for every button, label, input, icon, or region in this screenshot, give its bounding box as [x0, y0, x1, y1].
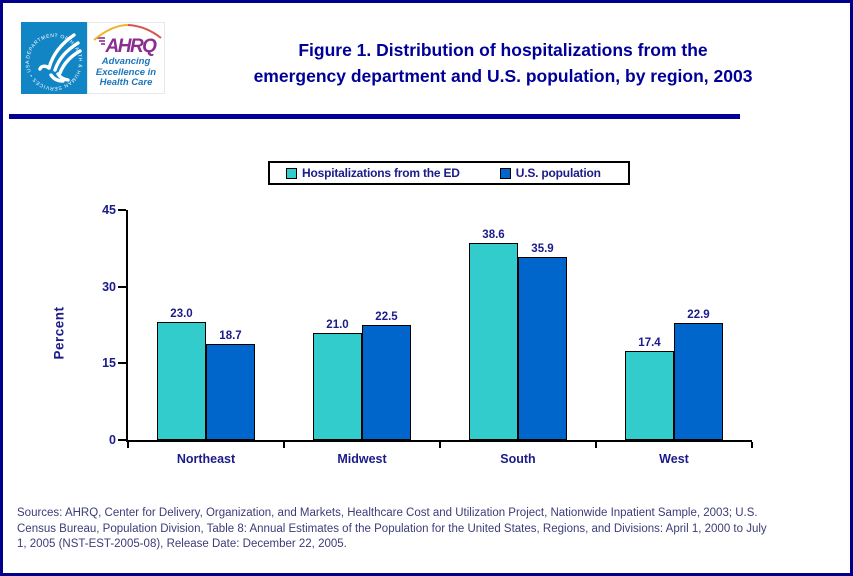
x-category-label: Midwest: [337, 452, 387, 466]
ahrq-tagline: [88, 57, 164, 89]
legend-label: U.S. population: [515, 166, 601, 180]
bar-group-west: [596, 210, 752, 466]
y-tick-label: 30: [102, 279, 116, 294]
ahrq-wordmark-panel: [87, 22, 165, 94]
rainbow-arc-icon: [88, 23, 165, 41]
legend-swatch-icon: [286, 168, 297, 179]
sources-note: [17, 506, 847, 553]
tagline-line: Advancing: [101, 56, 151, 67]
sources-line: Census Bureau, Population Division, Table 8: Annual Estimates of the Population for the United States, Regions, and Divisions: April 1, 2000 to July: [17, 522, 767, 535]
x-tick-mark: [283, 442, 285, 448]
bar: [313, 318, 362, 440]
seal-circular-text: DEPARTMENT OF HEALTH & HUMAN SERVICES • USA: [24, 32, 84, 92]
ahrq-hhs-logo: [21, 22, 165, 94]
figure-title: [163, 37, 843, 89]
bar: [469, 228, 518, 440]
y-tick-mark: [118, 439, 126, 441]
x-tick-mark: [439, 442, 441, 448]
header-divider-rule: [9, 114, 740, 119]
x-category-label: South: [500, 452, 536, 466]
tagline-line: Excellence in: [95, 66, 157, 78]
sources-line: Sources: AHRQ, Center for Delivery, Organization, and Markets, Healthcare Cost and Utilization Project, Nationwide Inpatient Sample, 2003; U.S.: [17, 507, 758, 519]
y-tick-label: 0: [109, 433, 116, 447]
sources-line: 1, 2005 (NST-EST-2005-08), Release Date: December 22, 2005.: [17, 538, 347, 550]
bar: [206, 330, 255, 440]
bar-value-label: 21.0: [326, 318, 349, 331]
legend: [268, 161, 630, 185]
x-category-label: Northeast: [176, 452, 236, 466]
y-tick-mark: [118, 286, 126, 288]
bar: [362, 311, 411, 440]
ahrq-acronym-text: AHRQ: [105, 36, 156, 57]
bar: [625, 337, 674, 440]
figure-title-line1: Figure 1. Distribution of hospitalizations from the: [298, 40, 708, 60]
bar-value-label: 38.6: [482, 228, 505, 241]
x-tick-mark: [751, 442, 753, 448]
plot-area: [102, 203, 752, 466]
figure-title-line2: emergency department and U.S. population, by region, 2003: [253, 66, 753, 86]
legend-swatch-icon: [500, 168, 511, 179]
bar: [674, 308, 723, 440]
bar-groups: [128, 210, 752, 466]
hhs-seal-icon: [21, 22, 87, 94]
bar-value-label: 17.4: [638, 337, 661, 350]
y-tick-mark: [118, 209, 126, 211]
bar-group-south: [440, 210, 596, 466]
legend-item: [500, 166, 601, 180]
bar-value-label: 35.9: [531, 242, 554, 255]
bar-group-midwest: [284, 210, 440, 466]
x-tick-mark: [595, 442, 597, 448]
legend-item: [286, 166, 460, 180]
y-tick-label: 15: [102, 356, 116, 371]
bar-group-northeast: [128, 210, 284, 466]
y-axis-title: Percent: [51, 306, 67, 360]
bar-value-label: 22.9: [687, 308, 710, 321]
bar-value-label: 18.7: [219, 330, 242, 343]
bar-value-label: 23.0: [170, 308, 193, 321]
bar-value-label: 22.5: [375, 311, 398, 323]
tagline-line: Health Care: [99, 77, 153, 88]
bar: [157, 308, 206, 440]
x-tick-mark: [127, 442, 129, 448]
y-tick-mark: [118, 362, 126, 364]
x-category-label: West: [659, 452, 689, 466]
bar: [518, 242, 567, 440]
y-tick-label: 45: [102, 203, 116, 217]
legend-label: Hospitalizations from the ED: [302, 166, 460, 180]
